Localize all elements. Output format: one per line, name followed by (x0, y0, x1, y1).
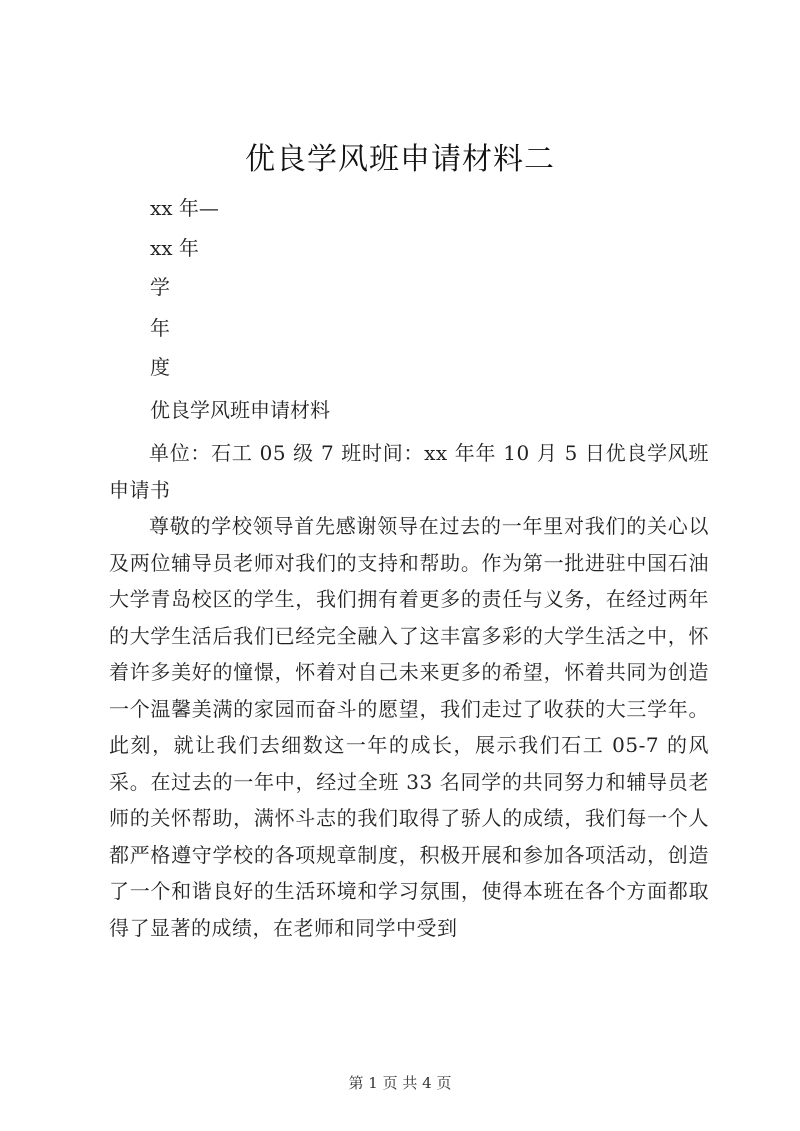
heading-line-xue: 学 (150, 275, 170, 299)
unit-info-paragraph: 单位：石工 05 级 7 班时间：xx 年年 10 月 5 日优良学风班申请书 (109, 441, 709, 502)
heading-line-nian: 年 (150, 316, 170, 340)
heading-line-year-end: xx 年 (150, 236, 199, 260)
heading-line-du: 度 (150, 355, 170, 379)
page-footer: 第 1 页 共 4 页 (348, 1074, 452, 1092)
body-paragraph: 尊敬的学校领导首先感谢领导在过去的一年里对我们的关心以及两位辅导员老师对我们的支持和帮助。作为第一批进驻中国石油大学青岛校区的学生，我们拥有着更多的责任与义务，在经过两年的大学生活后我们已经完全融入了这丰富多彩的大学生活之中，怀着许多美好的憧憬，怀着对自己未来更多的希望，怀着共同为创造一个温馨美满的家园而奋斗的愿望，我们走过了收获的大三学年。此刻，就让我们去细数这一年的成长，展示我们石工 05-7 的风采。在过去的一年中，经过全班 33 名同学的共同努力和辅导员老师的关怀帮助，满怀斗志的我们取得了骄人的成绩，我们每一个人都严格遵守学校的各项规章制度，积极开展和参加各项活动，创造了一个和谐良好的生活环境和学习氛围，使得本班在各个方面都取得了显著的成绩，在老师和同学中受到 (109, 514, 709, 940)
heading-line-subtitle: 优良学风班申请材料 (150, 398, 330, 422)
document-title: 优良学风班申请材料二 (245, 142, 555, 177)
heading-line-year-start: xx 年— (150, 196, 219, 220)
